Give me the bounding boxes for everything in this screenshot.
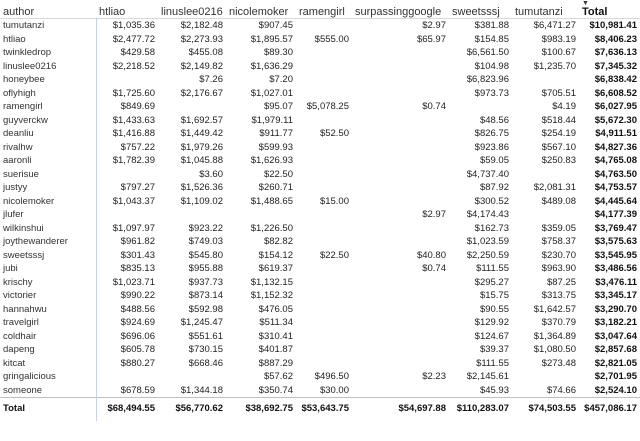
value-cell: [296, 141, 352, 155]
value-cell: $849.69: [96, 100, 158, 114]
value-cell: $15.75: [449, 289, 512, 303]
value-cell: $2,477.72: [96, 33, 158, 47]
value-cell: $57.62: [226, 370, 296, 384]
value-cell: $592.98: [158, 303, 226, 317]
value-cell: $273.48: [512, 357, 579, 371]
sort-descending-icon: ▼: [582, 0, 589, 7]
value-cell: [352, 60, 449, 74]
row-header-author: kitcat: [0, 357, 96, 371]
value-cell: [352, 357, 449, 371]
row-header-author: guyverckw: [0, 114, 96, 128]
value-cell: $887.29: [226, 357, 296, 371]
value-cell: $4,174.43: [449, 208, 512, 222]
row-total-cell: $3,575.63: [579, 235, 640, 249]
value-cell: $260.71: [226, 181, 296, 195]
row-total-cell: $4,765.08: [579, 154, 640, 168]
value-cell: [296, 262, 352, 276]
value-cell: [352, 222, 449, 236]
value-cell: [352, 127, 449, 141]
row-total-cell: $6,608.52: [579, 87, 640, 101]
value-cell: $111.55: [449, 262, 512, 276]
row-header-author: gringalicious: [0, 370, 96, 384]
row-header-author: someone: [0, 384, 96, 398]
value-cell: $678.59: [96, 384, 158, 398]
value-cell: $2.97: [352, 208, 449, 222]
value-cell: [226, 208, 296, 222]
value-cell: $911.77: [226, 127, 296, 141]
value-cell: $1,023.71: [96, 276, 158, 290]
row-header-author: dapeng: [0, 343, 96, 357]
value-cell: $95.07: [226, 100, 296, 114]
column-header-htliao[interactable]: [96, 0, 158, 19]
value-cell: $2,176.67: [158, 87, 226, 101]
value-cell: $1,979.26: [158, 141, 226, 155]
value-cell: $955.88: [158, 262, 226, 276]
value-cell: [296, 60, 352, 74]
grand-total-cell: $74,503.55: [512, 398, 579, 419]
value-cell: $1,636.29: [226, 60, 296, 74]
row-header-author: joythewanderer: [0, 235, 96, 249]
value-cell: $973.73: [449, 87, 512, 101]
value-cell: [352, 276, 449, 290]
value-cell: $6,471.27: [512, 19, 579, 33]
value-cell: $937.73: [158, 276, 226, 290]
row-total-cell: $6,027.95: [579, 100, 640, 114]
value-cell: [352, 303, 449, 317]
value-cell: $1,895.57: [226, 33, 296, 47]
value-cell: $250.83: [512, 154, 579, 168]
value-cell: [296, 181, 352, 195]
row-total-cell: $3,476.11: [579, 276, 640, 290]
value-cell: $924.69: [96, 316, 158, 330]
value-cell: $1,226.50: [226, 222, 296, 236]
value-cell: $4.19: [512, 100, 579, 114]
value-cell: $1,642.57: [512, 303, 579, 317]
value-cell: $990.22: [96, 289, 158, 303]
value-cell: $1,245.47: [158, 316, 226, 330]
value-cell: $2,145.61: [449, 370, 512, 384]
value-cell: $401.87: [226, 343, 296, 357]
value-cell: $1,364.89: [512, 330, 579, 344]
row-total-cell: $2,524.10: [579, 384, 640, 398]
row-header-author: suerisue: [0, 168, 96, 182]
value-cell: [96, 208, 158, 222]
value-cell: $1,416.88: [96, 127, 158, 141]
value-cell: $429.58: [96, 46, 158, 60]
value-cell: [96, 73, 158, 87]
column-header-label: author: [3, 6, 35, 18]
value-cell: $381.88: [449, 19, 512, 33]
value-cell: $162.73: [449, 222, 512, 236]
value-cell: [296, 276, 352, 290]
row-header-author: tumutanzi: [0, 19, 96, 33]
row-total-cell: $3,047.64: [579, 330, 640, 344]
row-header-author: linuslee0216: [0, 60, 96, 74]
value-cell: $923.22: [158, 222, 226, 236]
value-cell: [96, 370, 158, 384]
value-cell: $154.12: [226, 249, 296, 263]
value-cell: [352, 343, 449, 357]
row-header-author: travelgirl: [0, 316, 96, 330]
row-total-cell: $5,672.30: [579, 114, 640, 128]
row-total-cell: $10,981.41: [579, 19, 640, 33]
value-cell: $15.00: [296, 195, 352, 209]
grand-total-cell: $68,494.55: [96, 398, 158, 419]
column-header-label: nicolemoker: [229, 6, 289, 18]
column-header-surpassinggoogle[interactable]: [352, 0, 449, 19]
row-header-author: victorier: [0, 289, 96, 303]
value-cell: $0.74: [352, 100, 449, 114]
value-cell: $826.75: [449, 127, 512, 141]
grand-total-cell: $38,692.75: [226, 398, 296, 419]
value-cell: $87.25: [512, 276, 579, 290]
value-cell: [296, 46, 352, 60]
row-header-author: honeybee: [0, 73, 96, 87]
value-cell: $923.86: [449, 141, 512, 155]
row-header-author: coldhair: [0, 330, 96, 344]
value-cell: $1,433.63: [96, 114, 158, 128]
value-cell: $87.92: [449, 181, 512, 195]
value-cell: [296, 303, 352, 317]
value-cell: $835.13: [96, 262, 158, 276]
value-cell: $567.10: [512, 141, 579, 155]
value-cell: $668.46: [158, 357, 226, 371]
value-cell: [352, 46, 449, 60]
row-header-author: htliao: [0, 33, 96, 47]
value-cell: $1,692.57: [158, 114, 226, 128]
value-cell: [352, 235, 449, 249]
value-cell: $1,097.97: [96, 222, 158, 236]
column-header-label: sweetsssj: [452, 6, 500, 18]
grand-total-cell: $53,643.75: [296, 398, 352, 419]
value-cell: $1,109.02: [158, 195, 226, 209]
column-header-label: ramengirl: [299, 6, 345, 18]
value-cell: $52.50: [296, 127, 352, 141]
row-total-cell: $3,545.95: [579, 249, 640, 263]
row-total-cell: $4,911.51: [579, 127, 640, 141]
value-cell: $1,027.01: [226, 87, 296, 101]
value-cell: $22.50: [226, 168, 296, 182]
value-cell: $40.80: [352, 249, 449, 263]
value-cell: $511.34: [226, 316, 296, 330]
value-cell: $370.79: [512, 316, 579, 330]
value-cell: $45.93: [449, 384, 512, 398]
row-total-cell: $3,486.56: [579, 262, 640, 276]
value-cell: $5,078.25: [296, 100, 352, 114]
row-header-author: twinkledrop: [0, 46, 96, 60]
value-cell: $730.15: [158, 343, 226, 357]
value-cell: $154.85: [449, 33, 512, 47]
value-cell: [352, 316, 449, 330]
value-cell: $599.93: [226, 141, 296, 155]
value-cell: $880.27: [96, 357, 158, 371]
value-cell: $983.19: [512, 33, 579, 47]
value-cell: $961.82: [96, 235, 158, 249]
row-total-cell: $2,857.68: [579, 343, 640, 357]
value-cell: $696.06: [96, 330, 158, 344]
value-cell: [296, 316, 352, 330]
value-cell: $1,023.59: [449, 235, 512, 249]
value-cell: [512, 168, 579, 182]
value-cell: $30.00: [296, 384, 352, 398]
row-header-author: justyy: [0, 181, 96, 195]
column-header-label: surpassinggoogle: [355, 6, 442, 18]
value-cell: $6,823.96: [449, 73, 512, 87]
value-cell: $124.67: [449, 330, 512, 344]
value-cell: [352, 87, 449, 101]
value-cell: $705.51: [512, 87, 579, 101]
value-cell: [352, 289, 449, 303]
value-cell: [352, 168, 449, 182]
row-total-cell: $4,445.64: [579, 195, 640, 209]
value-cell: [96, 168, 158, 182]
row-header-author: hannahwu: [0, 303, 96, 317]
value-cell: $496.50: [296, 370, 352, 384]
value-cell: $518.44: [512, 114, 579, 128]
value-cell: $230.70: [512, 249, 579, 263]
value-cell: $48.56: [449, 114, 512, 128]
value-cell: [296, 168, 352, 182]
value-cell: [296, 357, 352, 371]
value-cell: $7.20: [226, 73, 296, 87]
value-cell: $873.14: [158, 289, 226, 303]
grand-total-cell: $457,086.17: [579, 398, 640, 419]
row-header-author: aaronli: [0, 154, 96, 168]
row-header-author: jlufer: [0, 208, 96, 222]
value-cell: $1,152.32: [226, 289, 296, 303]
value-cell: $1,344.18: [158, 384, 226, 398]
value-cell: $82.82: [226, 235, 296, 249]
value-cell: $301.43: [96, 249, 158, 263]
value-cell: $1,725.60: [96, 87, 158, 101]
value-cell: $551.61: [158, 330, 226, 344]
row-total-cell: $7,345.32: [579, 60, 640, 74]
value-cell: $300.52: [449, 195, 512, 209]
value-cell: $2,218.52: [96, 60, 158, 74]
value-cell: [296, 330, 352, 344]
value-cell: $2,149.82: [158, 60, 226, 74]
value-cell: $489.08: [512, 195, 579, 209]
value-cell: $100.67: [512, 46, 579, 60]
value-cell: [512, 73, 579, 87]
value-cell: $1,488.65: [226, 195, 296, 209]
value-cell: [296, 114, 352, 128]
column-header-total[interactable]: [579, 0, 640, 19]
value-cell: [296, 208, 352, 222]
value-cell: $359.05: [512, 222, 579, 236]
column-header-tumutanzi[interactable]: [512, 0, 579, 19]
value-cell: $74.66: [512, 384, 579, 398]
value-cell: $1,626.93: [226, 154, 296, 168]
row-total-cell: $3,290.70: [579, 303, 640, 317]
value-cell: $1,979.11: [226, 114, 296, 128]
value-cell: [158, 208, 226, 222]
value-cell: $1,526.36: [158, 181, 226, 195]
row-total-cell: $2,701.95: [579, 370, 640, 384]
value-cell: [352, 181, 449, 195]
row-header-author: jubi: [0, 262, 96, 276]
value-cell: $455.08: [158, 46, 226, 60]
column-header-sweetsssj[interactable]: [449, 0, 512, 19]
column-header-ramengirl[interactable]: [296, 0, 352, 19]
value-cell: [352, 195, 449, 209]
value-cell: $65.97: [352, 33, 449, 47]
column-header-label: tumutanzi: [515, 6, 563, 18]
column-header-label: linuslee0216: [161, 6, 223, 18]
column-header-linuslee0216[interactable]: [158, 0, 226, 19]
value-cell: [296, 87, 352, 101]
value-cell: $605.78: [96, 343, 158, 357]
value-cell: $488.56: [96, 303, 158, 317]
value-cell: $1,045.88: [158, 154, 226, 168]
value-cell: [296, 343, 352, 357]
value-cell: $2,273.93: [158, 33, 226, 47]
value-cell: $254.19: [512, 127, 579, 141]
value-cell: $1,132.15: [226, 276, 296, 290]
row-total-cell: $2,821.05: [579, 357, 640, 371]
value-cell: $545.80: [158, 249, 226, 263]
column-header-nicolemoker[interactable]: [226, 0, 296, 19]
value-cell: $1,235.70: [512, 60, 579, 74]
value-cell: [296, 154, 352, 168]
value-cell: $2,081.31: [512, 181, 579, 195]
column-header-label: Total: [582, 6, 608, 18]
value-cell: $758.37: [512, 235, 579, 249]
column-header-label: htliao: [99, 6, 126, 18]
value-cell: $1,449.42: [158, 127, 226, 141]
value-cell: [352, 154, 449, 168]
value-cell: [296, 235, 352, 249]
row-header-divider: [96, 18, 97, 421]
value-cell: $0.74: [352, 262, 449, 276]
grand-total-cell: $56,770.62: [158, 398, 226, 419]
total-row-label: Total: [0, 398, 96, 419]
row-total-cell: $6,838.42: [579, 73, 640, 87]
value-cell: $2.97: [352, 19, 449, 33]
value-cell: $907.45: [226, 19, 296, 33]
value-cell: [296, 19, 352, 33]
value-cell: $4,737.40: [449, 168, 512, 182]
value-cell: $3.60: [158, 168, 226, 182]
value-cell: $797.27: [96, 181, 158, 195]
value-cell: $129.92: [449, 316, 512, 330]
value-cell: [352, 141, 449, 155]
row-total-cell: $4,753.57: [579, 181, 640, 195]
value-cell: [296, 222, 352, 236]
value-cell: [512, 208, 579, 222]
row-header-author: wilkinshui: [0, 222, 96, 236]
row-total-cell: $3,769.47: [579, 222, 640, 236]
row-header-author: nicolemoker: [0, 195, 96, 209]
value-cell: $6,561.50: [449, 46, 512, 60]
value-cell: $59.05: [449, 154, 512, 168]
value-cell: $757.22: [96, 141, 158, 155]
value-cell: [449, 100, 512, 114]
value-cell: $749.03: [158, 235, 226, 249]
value-cell: $313.75: [512, 289, 579, 303]
value-cell: $619.37: [226, 262, 296, 276]
value-cell: $2.23: [352, 370, 449, 384]
value-cell: $1,782.39: [96, 154, 158, 168]
value-cell: $104.98: [449, 60, 512, 74]
row-total-cell: $3,345.17: [579, 289, 640, 303]
value-cell: $90.55: [449, 303, 512, 317]
value-cell: $555.00: [296, 33, 352, 47]
row-header-author: sweetsssj: [0, 249, 96, 263]
row-header-author: rivalhw: [0, 141, 96, 155]
value-cell: [296, 73, 352, 87]
value-cell: $89.30: [226, 46, 296, 60]
value-cell: $1,043.37: [96, 195, 158, 209]
value-cell: $310.41: [226, 330, 296, 344]
value-cell: $1,035.36: [96, 19, 158, 33]
value-cell: $1,080.50: [512, 343, 579, 357]
value-cell: $963.90: [512, 262, 579, 276]
row-header-author: ramengirl: [0, 100, 96, 114]
value-cell: $350.74: [226, 384, 296, 398]
row-header-author: deanliu: [0, 127, 96, 141]
value-cell: $295.27: [449, 276, 512, 290]
value-cell: [352, 384, 449, 398]
row-total-cell: $4,827.36: [579, 141, 640, 155]
value-cell: [158, 100, 226, 114]
value-cell: $39.37: [449, 343, 512, 357]
grand-total-cell: $54,697.88: [352, 398, 449, 419]
column-header-author[interactable]: [0, 0, 96, 19]
value-cell: $2,250.59: [449, 249, 512, 263]
header-row: [0, 0, 640, 19]
row-header-author: krischy: [0, 276, 96, 290]
value-cell: $22.50: [296, 249, 352, 263]
row-header-author: oflyhigh: [0, 87, 96, 101]
value-cell: $111.55: [449, 357, 512, 371]
value-cell: [352, 330, 449, 344]
value-cell: $476.05: [226, 303, 296, 317]
row-total-cell: $8,406.23: [579, 33, 640, 47]
grand-total-cell: $110,283.07: [449, 398, 512, 419]
value-cell: [512, 370, 579, 384]
value-cell: [352, 73, 449, 87]
value-cell: [296, 289, 352, 303]
row-total-cell: $7,636.13: [579, 46, 640, 60]
row-total-cell: $3,182.21: [579, 316, 640, 330]
row-total-cell: $4,763.50: [579, 168, 640, 182]
value-cell: [158, 370, 226, 384]
row-total-cell: $4,177.39: [579, 208, 640, 222]
value-cell: $2,182.48: [158, 19, 226, 33]
value-cell: $7.26: [158, 73, 226, 87]
value-cell: [352, 114, 449, 128]
